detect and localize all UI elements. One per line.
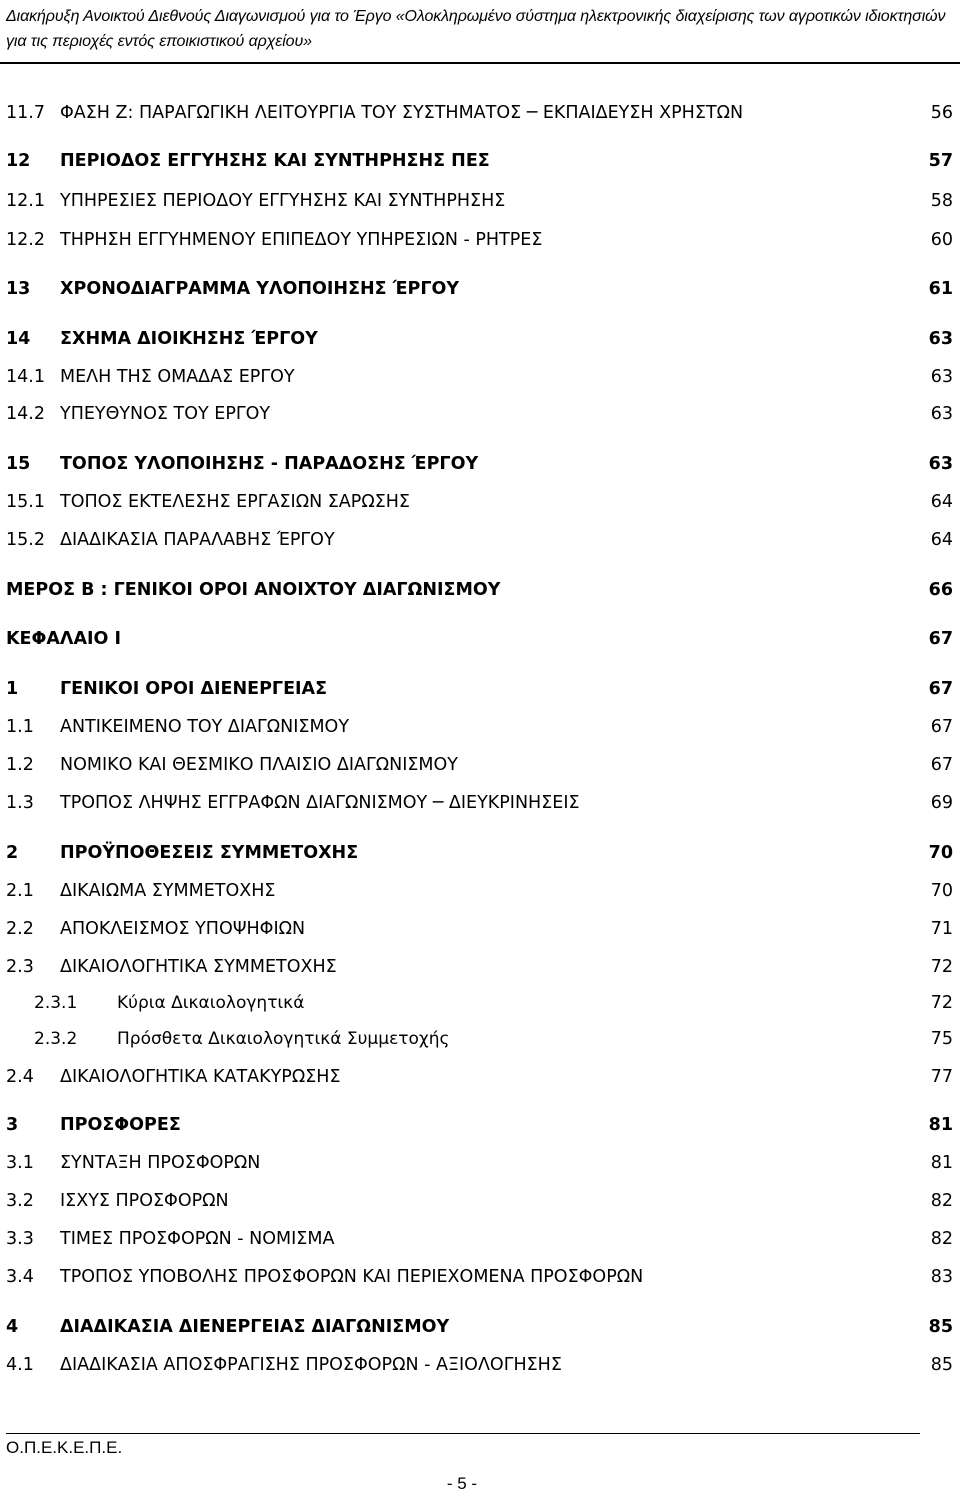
- toc-entry[interactable]: [0, 149, 960, 173]
- footer-organization: Ο.Π.Ε.Κ.Ε.Π.Ε.: [6, 1438, 123, 1457]
- toc-entry-number: 3.1: [6, 1153, 34, 1173]
- toc-entry[interactable]: [0, 490, 960, 514]
- toc-entry-page: 67: [928, 679, 953, 699]
- toc-entry-page: 58: [930, 191, 953, 211]
- toc-entry-title: ΣΧΗΜΑ ΔΙΟΙΚΗΣΗΣ ΈΡΓΟΥ: [60, 329, 318, 349]
- toc-entry[interactable]: [0, 101, 960, 125]
- toc-entry-number: 2.4: [6, 1067, 34, 1087]
- toc-entry-title: ΔΙΑΔΙΚΑΣΙΑ ΔΙΕΝΕΡΓΕΙΑΣ ΔΙΑΓΩΝΙΣΜΟΥ: [60, 1317, 450, 1337]
- toc-entry-number: 2.1: [6, 881, 34, 901]
- toc-entry-page: 70: [928, 843, 953, 863]
- toc-entry-page: 72: [930, 957, 953, 977]
- toc-entry-page: 72: [930, 993, 953, 1013]
- toc-entry-page: 82: [930, 1229, 953, 1249]
- toc-entry-title: ΤΡΟΠΟΣ ΥΠΟΒΟΛΗΣ ΠΡΟΣΦΟΡΩΝ ΚΑΙ ΠΕΡΙΕΧΟΜΕΝΑ ΠΡΟΣΦΟΡΩΝ: [60, 1267, 644, 1287]
- toc-entry-number: 15.1: [6, 492, 45, 512]
- toc-entry-number: 4.1: [6, 1355, 34, 1375]
- toc-entry-number: 1: [6, 679, 19, 699]
- toc-entry[interactable]: [0, 1113, 960, 1137]
- toc-entry[interactable]: [0, 879, 960, 903]
- toc-entry[interactable]: [0, 955, 960, 979]
- toc-entry-title: ΜΕΛΗ ΤΗΣ ΟΜΑΔΑΣ ΕΡΓΟΥ: [60, 367, 295, 387]
- toc-entry[interactable]: [0, 277, 960, 301]
- toc-entry-title: ΣΥΝΤΑΞΗ ΠΡΟΣΦΟΡΩΝ: [60, 1153, 261, 1173]
- toc-entry-title: ΔΙΑΔΙΚΑΣΙΑ ΠΑΡΑΛΑΒΗΣ ΈΡΓΟΥ: [60, 530, 335, 550]
- footer-divider: [6, 1433, 920, 1434]
- toc-entry-title: ΔΙΚΑΙΩΜΑ ΣΥΜΜΕΤΟΧΗΣ: [60, 881, 276, 901]
- toc-entry-title: ΤΙΜΕΣ ΠΡΟΣΦΟΡΩΝ - ΝΟΜΙΣΜΑ: [60, 1229, 335, 1249]
- toc-entry-number: 14.2: [6, 404, 45, 424]
- toc-entry-title: ΤΗΡΗΣΗ ΕΓΓΥΗΜΕΝΟΥ ΕΠΙΠΕΔΟΥ ΥΠΗΡΕΣΙΩΝ - ΡΗΤΡΕΣ: [60, 230, 543, 250]
- toc-entry[interactable]: [0, 1227, 960, 1251]
- toc-entry[interactable]: [0, 991, 960, 1015]
- header-title-line-1: Διακήρυξη Ανοικτού Διεθνούς Διαγωνισμού για το Έργο «Ολοκληρωμένο σύστημα ηλεκτρονικής διαχείρισης των αγροτικών ιδιοκτησιών: [6, 8, 946, 25]
- toc-entry-number: 4: [6, 1317, 19, 1337]
- toc-entry[interactable]: [0, 917, 960, 941]
- toc-entry-page: 67: [930, 717, 953, 737]
- toc-entry-title: ΑΝΤΙΚΕΙΜΕΝΟ ΤΟΥ ΔΙΑΓΩΝΙΣΜΟΥ: [60, 717, 350, 737]
- toc-entry-number: 14.1: [6, 367, 45, 387]
- toc-entry[interactable]: [0, 1065, 960, 1089]
- toc-entry-title: Κύρια Δικαιολογητικά: [117, 993, 305, 1013]
- toc-entry-page: 85: [930, 1355, 953, 1375]
- toc-entry-page: 70: [930, 881, 953, 901]
- toc-entry-page: 61: [928, 279, 953, 299]
- toc-entry-page: 63: [930, 367, 953, 387]
- toc-entry-number: 13: [6, 279, 31, 299]
- toc-entry[interactable]: [0, 715, 960, 739]
- toc-entry[interactable]: [0, 228, 960, 252]
- toc-entry-page: 69: [930, 793, 953, 813]
- toc-entry-number: 2.3.1: [34, 993, 78, 1013]
- toc-entry-number: 2.3: [6, 957, 34, 977]
- toc-entry-title: ΙΣΧΥΣ ΠΡΟΣΦΟΡΩΝ: [60, 1191, 229, 1211]
- toc-entry[interactable]: [0, 528, 960, 552]
- toc-entry[interactable]: [0, 1353, 960, 1377]
- toc-entry[interactable]: [0, 1265, 960, 1289]
- page-number: - 5 -: [446, 1474, 478, 1493]
- toc-entry[interactable]: [0, 1315, 960, 1339]
- toc-entry-title: ΦΑΣΗ Ζ: ΠΑΡΑΓΩΓΙΚΗ ΛΕΙΤΟΥΡΓΙΑ ΤΟΥ ΣΥΣΤΗΜΑΤΟΣ ─ ΕΚΠΑΙΔΕΥΣΗ ΧΡΗΣΤΩΝ: [60, 103, 744, 123]
- toc-entry-number: 2.2: [6, 919, 34, 939]
- header-divider: [0, 62, 960, 64]
- toc-entry-page: 66: [928, 580, 953, 600]
- toc-entry-title: ΤΟΠΟΣ ΥΛΟΠΟΙΗΣΗΣ - ΠΑΡΑΔΟΣΗΣ ΈΡΓΟΥ: [60, 454, 479, 474]
- toc-entry-page: 67: [930, 755, 953, 775]
- toc-entry-title: ΤΡΟΠΟΣ ΛΗΨΗΣ ΕΓΓΡΑΦΩΝ ΔΙΑΓΩΝΙΣΜΟΥ ─ ΔΙΕΥΚΡΙΝΗΣΕΙΣ: [60, 793, 580, 813]
- toc-entry-number: 15: [6, 454, 31, 474]
- toc-entry-page: 82: [930, 1191, 953, 1211]
- toc-entry-number: 11.7: [6, 103, 45, 123]
- toc-entry-title: ΜΕΡΟΣ Β : ΓΕΝΙΚΟΙ ΟΡΟΙ ΑΝΟΙΧΤΟΥ ΔΙΑΓΩΝΙΣΜΟΥ: [6, 580, 501, 600]
- toc-entry-page: 64: [930, 492, 953, 512]
- toc-entry-number: 3.3: [6, 1229, 34, 1249]
- toc-entry-title: ΚΕΦΑΛΑΙΟ Ι: [6, 629, 122, 649]
- toc-entry-number: 3.4: [6, 1267, 34, 1287]
- toc-entry-title: ΔΙΑΔΙΚΑΣΙΑ ΑΠΟΣΦΡΑΓΙΣΗΣ ΠΡΟΣΦΟΡΩΝ - ΑΞΙΟΛΟΓΗΣΗΣ: [60, 1355, 562, 1375]
- toc-entry[interactable]: [0, 189, 960, 213]
- toc-entry-number: 3.2: [6, 1191, 34, 1211]
- toc-entry-page: 64: [930, 530, 953, 550]
- toc-entry[interactable]: [0, 677, 960, 701]
- toc-entry[interactable]: [0, 1027, 960, 1051]
- toc-entry-number: 1.2: [6, 755, 34, 775]
- toc-entry-page: 81: [930, 1153, 953, 1173]
- toc-entry-title: ΤΟΠΟΣ ΕΚΤΕΛΕΣΗΣ ΕΡΓΑΣΙΩΝ ΣΑΡΩΣΗΣ: [60, 492, 410, 512]
- toc-entry-number: 3: [6, 1115, 19, 1135]
- toc-entry-number: 15.2: [6, 530, 45, 550]
- toc-entry-title: ΠΡΟΣΦΟΡΕΣ: [60, 1115, 181, 1135]
- toc-entry-title: ΔΙΚΑΙΟΛΟΓΗΤΙΚΑ ΚΑΤΑΚΥΡΩΣΗΣ: [60, 1067, 341, 1087]
- toc-entry-title: ΧΡΟΝΟΔΙΑΓΡΑΜΜΑ ΥΛΟΠΟΙΗΣΗΣ ΈΡΓΟΥ: [60, 279, 460, 299]
- toc-entry-number: 12: [6, 151, 31, 171]
- toc-entry[interactable]: [0, 791, 960, 815]
- toc-entry-page: 77: [930, 1067, 953, 1087]
- toc-entry-page: 75: [930, 1029, 953, 1049]
- toc-entry-title: ΥΠΕΥΘΥΝΟΣ ΤΟΥ ΕΡΓΟΥ: [60, 404, 271, 424]
- toc-entry-page: 63: [928, 454, 953, 474]
- toc-entry-number: 2.3.2: [34, 1029, 78, 1049]
- toc-entry-title: ΠΕΡΙΟΔΟΣ ΕΓΓΥΗΣΗΣ ΚΑΙ ΣΥΝΤΗΡΗΣΗΣ ΠΕΣ: [60, 151, 490, 171]
- toc-entry-number: 12.2: [6, 230, 45, 250]
- toc-entry-page: 71: [930, 919, 953, 939]
- toc-entry[interactable]: [0, 402, 960, 426]
- toc-entry-page: 85: [928, 1317, 953, 1337]
- toc-entry[interactable]: [0, 578, 960, 602]
- toc-entry[interactable]: [0, 753, 960, 777]
- toc-entry-number: 12.1: [6, 191, 45, 211]
- toc-entry[interactable]: [0, 841, 960, 865]
- toc-entry-number: 1.1: [6, 717, 34, 737]
- toc-entry-page: 63: [928, 329, 953, 349]
- toc-entry[interactable]: [0, 452, 960, 476]
- toc-entry-page: 60: [930, 230, 953, 250]
- toc-entry-title: ΠΡΟΫΠΟΘΕΣΕΙΣ ΣΥΜΜΕΤΟΧΗΣ: [60, 843, 359, 863]
- toc-entry-title: ΓΕΝΙΚΟΙ ΟΡΟΙ ΔΙΕΝΕΡΓΕΙΑΣ: [60, 679, 328, 699]
- toc-entry[interactable]: [0, 327, 960, 351]
- toc-entry[interactable]: [0, 1151, 960, 1175]
- toc-entry-number: 2: [6, 843, 19, 863]
- toc-entry-number: 1.3: [6, 793, 34, 813]
- toc-entry-page: 83: [930, 1267, 953, 1287]
- header-title-line-2: για τις περιοχές εντός εποικιστικού αρχείου»: [6, 33, 312, 50]
- toc-entry-page: 81: [928, 1115, 953, 1135]
- toc-entry-page: 57: [928, 151, 953, 171]
- toc-entry[interactable]: [0, 365, 960, 389]
- toc-entry-title: ΑΠΟΚΛΕΙΣΜΟΣ ΥΠΟΨΗΦΙΩΝ: [60, 919, 306, 939]
- toc-entry[interactable]: [0, 1189, 960, 1213]
- toc-entry-number: 14: [6, 329, 31, 349]
- toc-entry[interactable]: [0, 627, 960, 651]
- toc-entry-title: ΔΙΚΑΙΟΛΟΓΗΤΙΚΑ ΣΥΜΜΕΤΟΧΗΣ: [60, 957, 337, 977]
- toc-entry-title: ΝΟΜΙΚΟ ΚΑΙ ΘΕΣΜΙΚΟ ΠΛΑΙΣΙΟ ΔΙΑΓΩΝΙΣΜΟΥ: [60, 755, 458, 775]
- toc-entry-page: 63: [930, 404, 953, 424]
- toc-entry-page: 67: [928, 629, 953, 649]
- toc-entry-title: ΥΠΗΡΕΣΙΕΣ ΠΕΡΙΟΔΟΥ ΕΓΓΥΗΣΗΣ ΚΑΙ ΣΥΝΤΗΡΗΣΗΣ: [60, 191, 506, 211]
- toc-entry-page: 56: [930, 103, 953, 123]
- toc-entry-title: Πρόσθετα Δικαιολογητικά Συμμετοχής: [117, 1029, 450, 1049]
